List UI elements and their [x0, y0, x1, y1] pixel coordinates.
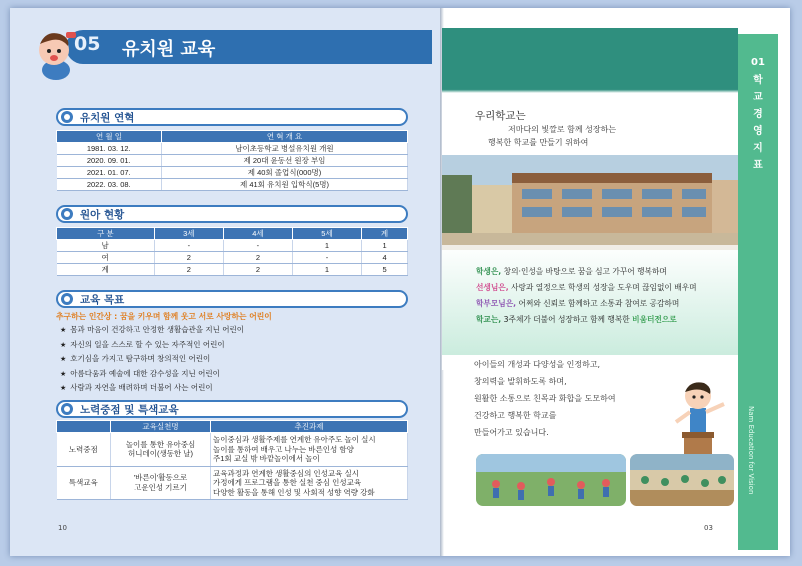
goals-heading-bar: [56, 290, 408, 308]
table-cell: 1: [292, 240, 361, 252]
sidebar-char: 표: [753, 160, 763, 171]
chapter-title: 유치원 교육: [122, 39, 216, 60]
table-cell: 제 20대 윤동선 원장 부임: [162, 155, 408, 167]
cell-line: '바른이'활동으로: [133, 473, 188, 483]
table-cell: 계: [57, 264, 155, 276]
column-header: 연 월 일: [57, 131, 162, 143]
chapter-sidebar-tab: [738, 20, 778, 550]
page-number-left: 10: [58, 524, 67, 532]
table-cell: 2020. 09. 01.: [57, 155, 162, 167]
vision-text: 창의·인성을 바탕으로 꿈을 심고 가꾸어 행복하며: [501, 267, 667, 276]
chapter-number: 05: [74, 33, 101, 55]
history-heading: 유치원 연혁: [80, 112, 135, 124]
table-cell: 2021. 01. 07.: [57, 167, 162, 179]
table-cell: 5: [362, 264, 408, 276]
column-header: 5세: [292, 228, 361, 240]
intro-line: 저마다의 빛깔로 함께 성장하는: [508, 125, 617, 134]
intro-line: 행복한 학교를 만들기 위하여: [488, 138, 589, 147]
vision-text: 어쩌와 신뢰로 함께하고 소통과 참여로 공감하며: [516, 299, 680, 308]
table-cell: 1981. 03. 12.: [57, 143, 162, 155]
section-bullet-icon: [61, 111, 73, 123]
vision-highlight: 비움터전으로: [632, 315, 677, 324]
table-row: [57, 155, 408, 167]
column-header: [57, 421, 111, 433]
cell-line: 놀이중심과 생활주제를 연계한 유아주도 놀이 실시: [213, 435, 376, 444]
table-cell: 2: [154, 264, 223, 276]
column-header: 구 분: [57, 228, 155, 240]
vision-line: [476, 312, 697, 328]
table-cell: 노력중점: [57, 433, 111, 467]
goals-subtitle: 추구하는 인간상 : 꿈을 키우며 함께 웃고 서로 사랑하는 어린이: [56, 312, 272, 321]
table-cell: 2: [154, 252, 223, 264]
table-row: [57, 433, 408, 467]
table-cell: 2022. 03. 08.: [57, 179, 162, 191]
table-cell: 남: [57, 240, 155, 252]
vision-list: [476, 264, 697, 328]
table-row: [57, 167, 408, 179]
table-cell: -: [292, 252, 361, 264]
table-cell: [111, 433, 211, 467]
paragraph-line: 창의력을 발휘하도록 하며,: [474, 377, 567, 386]
cell-line: 허니데이(생동한 날): [127, 449, 194, 459]
chapter-title-bar: [66, 30, 432, 64]
table-row: [57, 179, 408, 191]
table-cell: 4: [362, 252, 408, 264]
sidebar-top-gap: [738, 20, 778, 34]
section-bullet-icon: [61, 293, 73, 305]
table-row: [57, 143, 408, 155]
vision-line: [476, 264, 697, 280]
section-bullet-icon: [61, 403, 73, 415]
cell-line: 놀이를 통하여 배우고 나누는 바른인성 함양: [213, 444, 354, 454]
children-heading-bar: [56, 205, 408, 223]
table-row: [57, 466, 408, 500]
table-cell: 남이초등학교 병설유치원 개원: [162, 143, 408, 155]
cell-line: 가정에게 프로그램을 통한 실천 중심 인성교육: [213, 478, 362, 487]
goals-heading: 교육 목표: [80, 294, 125, 306]
list-item: ★ 호기심을 가지고 탐구하며 창의적인 어린이: [60, 352, 244, 367]
table-cell: 제 40회 졸업식(000명): [162, 167, 408, 179]
students-outdoor-photo: [476, 454, 626, 506]
paragraph-line: 아이들의 개성과 다양성을 인정하고,: [474, 360, 601, 369]
table-cell: [111, 466, 211, 500]
school-building-photo: [442, 155, 738, 250]
children-heading: 원아 현황: [80, 209, 125, 221]
column-header: 3세: [154, 228, 223, 240]
table-cell: [211, 466, 408, 500]
list-item: ★ 몸과 마음이 건강하고 안정한 생활습관을 지닌 어린이: [60, 323, 244, 338]
sidebar-char: 경: [753, 109, 763, 120]
sidebar-number: 01: [751, 57, 765, 68]
column-header: 추진과제: [211, 421, 408, 433]
paragraph-line: 건강하고 행복한 학교를: [474, 411, 557, 420]
column-header: 연 혁 개 요: [162, 131, 408, 143]
column-header: 4세: [223, 228, 292, 240]
children-table: [56, 227, 408, 276]
table-header-row: [57, 131, 408, 143]
list-item: ★ 사람과 자연을 배려하며 더불어 사는 어린이: [60, 381, 244, 396]
sidebar-char: 지: [753, 143, 763, 154]
intro-heading: 우리학교는: [475, 110, 526, 122]
vision-text: 사랑과 열정으로 학생의 성장을 도우며 끊임없이 배우며: [508, 283, 697, 292]
vision-line: [476, 280, 697, 296]
vision-subject: 학부모님은,: [476, 299, 517, 308]
table-cell: 2: [223, 252, 292, 264]
table-row: [57, 240, 408, 252]
sidebar-char: 교: [753, 92, 763, 103]
paragraph-line: 만들어가고 있습니다.: [474, 428, 549, 437]
boy-illustration: [664, 378, 734, 460]
list-item: ★ 아름다움과 예술에 대한 감수성을 지닌 어린이: [60, 367, 244, 382]
classroom-photo: [630, 454, 734, 506]
vision-line: [476, 296, 697, 312]
table-row: [57, 264, 408, 276]
table-cell: 1: [292, 264, 361, 276]
vision-subject: 선생님은,: [476, 283, 509, 292]
list-item: ★ 자신의 일을 스스로 할 수 있는 자주적인 어린이: [60, 338, 244, 353]
table-cell: 여: [57, 252, 155, 264]
vision-text: 3주체가 더불어 성장하고 함께 행복한: [501, 315, 633, 324]
vision-subject: 학교는,: [476, 315, 502, 324]
table-cell: [211, 433, 408, 467]
column-header: 교육실천명: [111, 421, 211, 433]
focus-heading-bar: [56, 400, 408, 418]
cell-line: 놀이를 통한 유아중심: [125, 439, 196, 449]
sidebar-char: 영: [753, 126, 763, 137]
page-number-right: 03: [704, 524, 713, 532]
table-cell: -: [223, 240, 292, 252]
cell-line: 고운인성 기르기: [134, 482, 187, 492]
focus-table: [56, 420, 408, 500]
focus-heading: 노력중점 및 특색교육: [80, 404, 179, 416]
table-cell: 2: [223, 264, 292, 276]
table-cell: 특색교육: [57, 466, 111, 500]
paragraph-line: 원활한 소통으로 친목과 화합을 도모하여: [474, 394, 616, 403]
table-cell: -: [154, 240, 223, 252]
history-heading-bar: [56, 108, 408, 126]
sidebar-char: 학: [753, 75, 763, 86]
table-header-row: [57, 421, 408, 433]
table-cell: 1: [362, 240, 408, 252]
column-header: 계: [362, 228, 408, 240]
table-header-row: [57, 228, 408, 240]
table-cell: 제 41회 유치원 입학식(5명): [162, 179, 408, 191]
table-row: [57, 252, 408, 264]
section-bullet-icon: [61, 208, 73, 220]
cell-line: 주1회 교실 밖 바깥놀이에서 놀이: [213, 454, 320, 463]
cell-line: 다양한 활동을 통해 인성 및 사회적 성향 역량 강화: [213, 487, 375, 497]
cell-line: 교육과정과 연계한 생활중심의 인성교육 실시: [213, 468, 359, 478]
history-table: [56, 130, 408, 191]
goals-list: [60, 323, 244, 396]
intro-paragraph: [474, 356, 616, 441]
sidebar-label: Nam Education for Vision: [747, 406, 755, 495]
vision-subject: 학생은,: [476, 267, 502, 276]
